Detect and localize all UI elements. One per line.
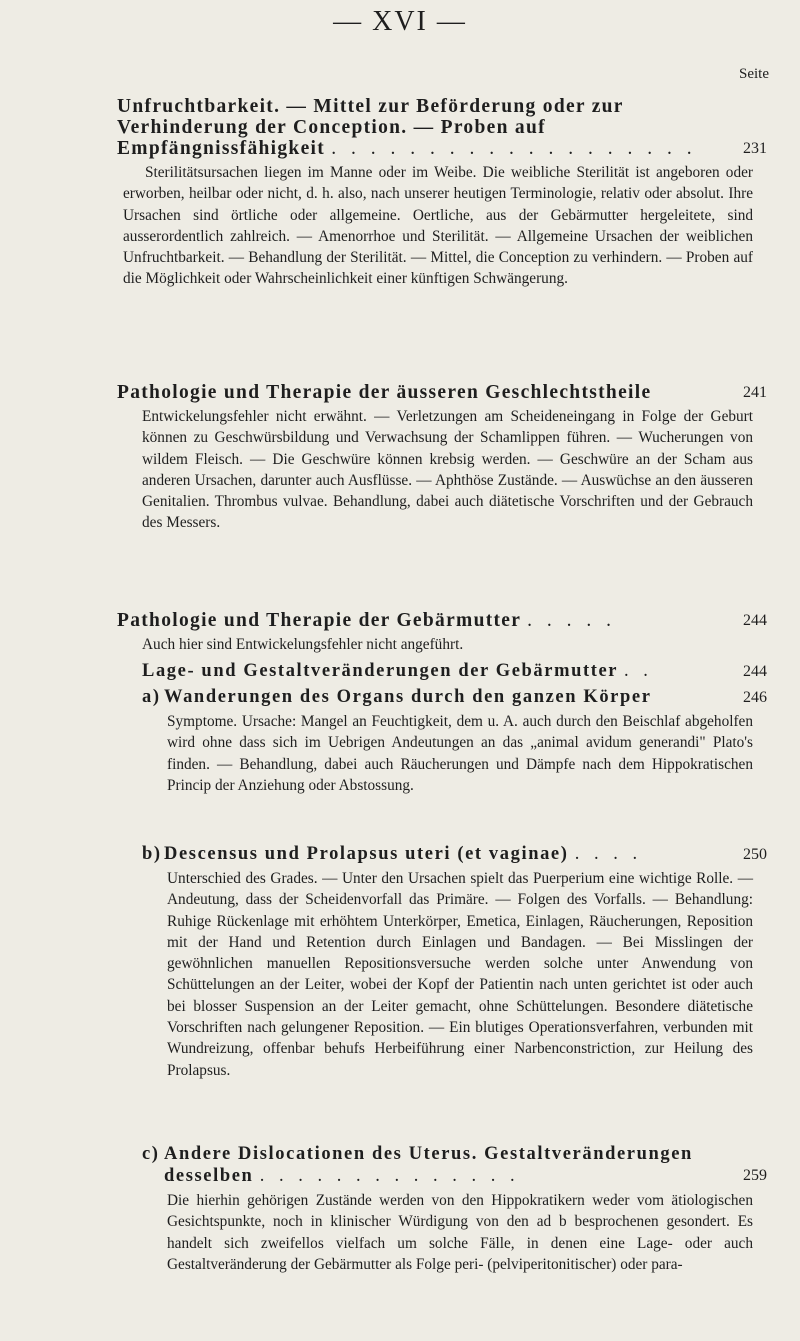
toc-subsection-lageveraenderungen bbox=[142, 661, 767, 682]
section-summary: Auch hier sind Entwickelungsfehler nicht angeführt. bbox=[142, 636, 464, 653]
section-heading bbox=[117, 610, 767, 631]
page-number: 244 bbox=[743, 663, 767, 680]
dot-leader: . . . . . bbox=[527, 610, 616, 631]
item-heading bbox=[142, 1143, 767, 1187]
dot-leader: . . . . . . . . . . . . . . . . . . . bbox=[331, 138, 697, 159]
toc-item-a bbox=[142, 687, 767, 796]
subsection-heading bbox=[142, 661, 767, 682]
heading-text: Pathologie und Therapie der Gebärmutter bbox=[117, 610, 521, 631]
section-summary: Entwickelungsfehler nicht erwähnt. — Verletzungen am Scheideneingang in Folge der Geburt können zu Geschwürsbildung und Verwachsung der Schamlippen führen. — Wucherungen von wildem Fleisch. — Die Geschwüre können krebsig werden. — Geschwüre an der Scham aus anderen Ursachen, darunter auch Ausflüsse. — Aphthöse Zustände. — Auswüchse an den äusseren Genitalien. Thrombus vulvae. Behandlung, dabei auch diätetische Vorschriften und der Gebrauch des Messers. bbox=[142, 408, 753, 532]
heading-text: Andere Dislocationen des Uterus. Gestaltveränderungen desselben bbox=[164, 1144, 693, 1186]
page-number: 259 bbox=[743, 1167, 767, 1184]
page-number: 244 bbox=[743, 612, 767, 629]
toc-section-gebaermutter bbox=[117, 610, 767, 655]
section-summary: Sterilitätsursachen liegen im Manne oder im Weibe. Die weibliche Sterilität ist angeboren oder erworben, heilbar oder nicht, d. h. also, nach unserer heutigen Terminologie, relativ oder absolut. Ihre Ursachen sind örtliche oder allgemeine. Oertliche, aus der Gebärmutter hergeleitete, sind ausserordentlich zahlreich. — Amenorrhoe und Sterilität. — Allgemeine Ursachen der weiblichen Unfruchtbarkeit. — Behandlung der Sterilität. — Mittel, die Conception zu verhindern. — Proben auf die Möglichkeit oder Wahrscheinlichkeit einer künftigen Schwängerung. bbox=[123, 164, 753, 288]
seite-label: Seite bbox=[739, 66, 769, 82]
page-header: — XVI — bbox=[333, 6, 467, 37]
heading-text: Lage- und Gestaltveränderungen der Gebärmutter bbox=[142, 661, 618, 681]
heading-text: Descensus und Prolapsus uteri (et vaginae) bbox=[164, 844, 569, 864]
dot-leader: . . . . . . . . . . . . . . bbox=[259, 1166, 520, 1186]
item-summary: Die hierhin gehörigen Zustände werden von den Hippokratikern weder vom ätiologischen Gesichtspunkte, noch in klinischer Würdigung von den ad b besprochenen gesondert. Es handelt sich zweifellos vielfach um solche Fälle, in denen eine Lage- oder auch Gestaltveränderung der Gebärmutter als Folge peri- (pelviperitonitischer) oder para- bbox=[167, 1192, 753, 1273]
toc-item-c bbox=[142, 1143, 767, 1275]
section-heading bbox=[117, 96, 767, 159]
toc-item-b bbox=[142, 844, 767, 1081]
page-number: 231 bbox=[743, 140, 767, 157]
item-marker: a) bbox=[142, 687, 161, 707]
heading-text: Pathologie und Therapie der äusseren Geschlechtstheile bbox=[117, 382, 652, 403]
toc-section-aeussere-geschlechtstheile bbox=[117, 382, 767, 534]
item-marker: b) bbox=[142, 844, 162, 864]
page-number: 250 bbox=[743, 846, 767, 863]
page-number: 241 bbox=[743, 384, 767, 401]
heading-text: Unfruchtbarkeit. — Mittel zur Beförderung oder zur Verhinderung der Conception. — Proben auf Empfängnissfähigkeit bbox=[117, 96, 624, 159]
section-heading bbox=[117, 382, 767, 403]
item-marker: c) bbox=[142, 1144, 160, 1164]
page-number: 246 bbox=[743, 689, 767, 706]
toc-section-unfruchtbarkeit bbox=[117, 96, 767, 290]
item-summary: Symptome. Ursache: Mangel an Feuchtigkeit, dem u. A. auch durch den Beischlaf abgeholfen wird ohne dass sich im Uebrigen Andeutungen an das „animal avidum generandi" Plato's finden. — Behandlung, dabei auch Räucherungen und Dämpfe nach dem Hippokratischen Princip der Anziehung oder Abstossung. bbox=[167, 713, 753, 794]
item-summary: Unterschied des Grades. — Unter den Ursachen spielt das Puerperium eine wichtige Rolle. — Andeutung, dass der Scheidenvorfall das Primäre. — Folgen des Vorfalls. — Behandlung: Ruhige Rückenlage mit erhöhtem Unterkörper, Emetica, Einlagen, Räucherungen, Reposition mit der Hand und Retention durch Einlagen und Bandagen. — Bei Misslingen der gewöhnlichen manuellen Repositionsversuche werden solche unter Anwendung von Schüttelungen an der Leiter, wobei der Kopf der Patientin nach unten gerichtet ist oder auch bei blosser Suspension an der Leiter gemacht, ohne Schüttelungen. Besondere diätetische Vorschriften nach gelungener Reposition. — Ein blutiges Operationsverfahren, verbunden mit Wundreizung, offenbar behufs Herbeiführung einer Narbenconstriction, zur Heilung des Prolapsus. bbox=[167, 870, 753, 1079]
item-heading bbox=[142, 687, 767, 708]
dot-leader: . . . . bbox=[574, 844, 643, 864]
item-heading bbox=[142, 844, 767, 865]
dot-leader: . . bbox=[624, 661, 653, 681]
heading-text: Wanderungen des Organs durch den ganzen Körper bbox=[164, 687, 652, 707]
